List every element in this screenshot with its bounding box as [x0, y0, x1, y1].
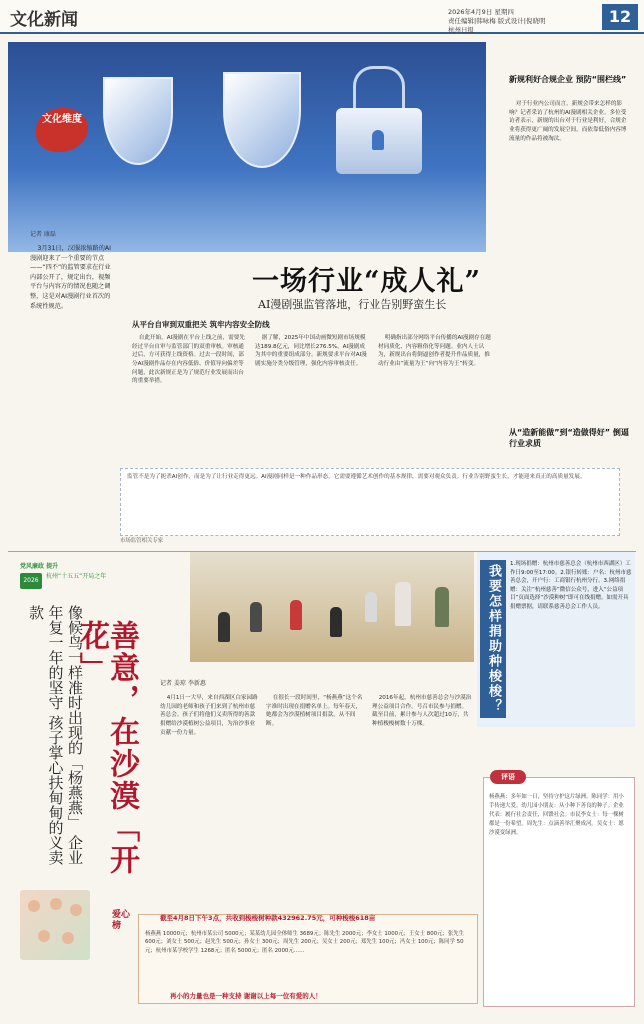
right-heading-1: 新规利好合规企业 预防“围栏线” — [509, 75, 627, 84]
keyhole-icon — [372, 130, 384, 150]
padlock-shackle-icon — [353, 66, 405, 110]
donation-guide-title: 我要怎样捐助种梭梭？ — [480, 560, 506, 718]
person-figure — [290, 600, 302, 630]
top-lead-text: 3月31日，汉服浓缩路的AI漫剧迎来了一个重要的节点——“四不”的监管要求在行业内部公开了，规定出台，视频平台与内容方的情况也随之调整，这是对AI漫剧行业首次的系统性规范。 — [30, 245, 111, 310]
child-face — [70, 904, 82, 916]
quote-box — [120, 468, 620, 536]
person-figure — [218, 612, 230, 642]
bottom-subheadline: 像候鸟一样准时出现的「杨燕燕」 企业年复一年的坚守 孩子掌心扶甸甸的义卖款 — [27, 605, 84, 865]
culture-badge: 文化维度 — [36, 108, 88, 152]
desert-planting-photo — [190, 552, 474, 662]
top-column-3: 明确指出部分网络平台传播的AI漫剧存在题材同质化、内容粗俗化等问题。业内人士认为，新规出台将倒逼创作者提升作品质量，推动行业由“流量为王”向“内容为王”转变。 — [378, 335, 491, 367]
person-figure — [250, 602, 262, 632]
child-face — [38, 930, 50, 942]
header-paper: 杭州日报 — [448, 25, 474, 34]
comments-title: 评语 — [490, 770, 526, 784]
top-section-title: 从平台自审到双重把关 筑牢内容安全防线 — [132, 320, 270, 329]
person-figure — [330, 607, 342, 637]
person-figure — [435, 587, 449, 627]
bottom-column-2: 在很长一段时间里，“杨燕燕”这个名字准时出现在捐赠名单上。每年春天，她都会为沙漠植树项目捐款，从不间断。 — [266, 695, 363, 727]
top-column-1: 自此开始，AI漫剧在平台上线之前，需要先经过平台自审与监管部门的双重审核。审核通过后，方可获得上线资格。过去一段时间，部分AI漫剧作品存在内容低俗、价值导向偏差等问题，此次新规正是为了规范行业发展而出台的重要举措。 — [132, 335, 245, 385]
shield-icon — [103, 77, 173, 165]
top-byline: 记者 康磊 — [30, 231, 56, 238]
shield-icon — [223, 72, 301, 168]
comments-box — [483, 777, 635, 1007]
header-editors: 责任编辑|韩咏梅 版式设计|倪晓明 — [448, 16, 546, 25]
badge-line-1: 党风廉政 提升 — [20, 563, 59, 570]
header-meta — [448, 8, 598, 34]
bottom-headline: 善意，在沙漠「开花」 — [74, 620, 139, 876]
top-headline: 一场行业“成人礼” — [252, 266, 482, 297]
person-figure — [395, 582, 411, 626]
donor-list-text: 杨燕燕 10000元；杭州市某公司 5000元；某某幼儿园全体师生 3689元；陈先生 2000元；李女士 1000元；王女士 800元；张先生 600元；刘女士 500元；赵先生 500元；孙女士 300元；周先生 200元；吴女士 200元；郑先生 100元；冯女士 100元；陈同学 50元；杭州市某学校学生 1268元；匿名 5000元；匿名 2000元…… — [145, 931, 465, 954]
right-column-1: 对于行业内公司而言，新规会带来怎样的影响？记者采访了杭州的AI漫剧相关企业。多位受访者表示，新规的出台对于行业是利好，合规企业将获得更广阔的发展空间，而依靠低俗内容博流量的作品将被淘汰。 — [509, 101, 627, 142]
kids-photo — [20, 890, 90, 960]
comments-text: 杨燕燕：多年如一日，坚持守护这片绿洲。陈同学：用小手传递大爱。幼儿园小朋友：从小种下善良的种子。企业代表：履行社会责任，回馈社会。市民李女士：每一棵树都是一份希望。周先生：点滴善举汇聚成河。吴女士：愿沙漠变绿洲。 — [489, 794, 624, 836]
bottom-byline: 记者 姜琼 李新惠 — [160, 680, 206, 687]
donor-list-box — [138, 914, 478, 1004]
top-subheadline: AI漫剧强监管落地，行业告别野蛮生长 — [258, 298, 447, 311]
bottom-column-3: 2016年起，杭州市慈善总会与沙漠治理公益项目合作，号召市民参与捐赠。截至目前，累计参与人次超过10万，共种植梭梭树数十万棵。 — [372, 695, 472, 727]
person-figure — [365, 592, 377, 622]
child-face — [50, 898, 62, 910]
donation-guide-text: 1.现场捐赠：杭州市慈善总会（杭州市西湖区）工作日9:00至17:00。2.银行转账：户名：杭州市慈善总会，开户行：工商银行杭州分行。3.网络捐赠：关注“杭州慈善”微信公众号，进入“公益项目”页面选择“沙漠种树”即可在线捐赠。如需开具捐赠票据，请联系慈善总会工作人员。 — [510, 561, 632, 610]
bottom-badge — [20, 563, 150, 591]
child-face — [28, 900, 40, 912]
top-column-2: 据了解，2025年中国动画微短剧市场规模达189.8亿元，同比增长276.5%，AI漫剧成为其中的重要组成部分。新规要求平台对AI漫剧实施分类分级管理，强化内容审核责任。 — [255, 335, 367, 367]
donor-list-footer: 再小的力量也是一种支持 谢谢以上每一位有爱的人！ — [170, 992, 322, 1000]
hero-illustration — [8, 42, 486, 252]
right-heading-2: 从“造新能做”到“造做得好” 倒逼行业求质 — [509, 428, 629, 448]
bottom-column-1: 4月1日一大早，来自西湖区白家园路幼儿园的老师和孩子们来到了杭州市慈善总会。孩子们将他们义卖所得的善款捐赠给沙漠植树公益项目，为治沙事业贡献一份力量。 — [160, 695, 258, 736]
quote-text: 监管不是为了扼杀AI创作，而是为了让行业走得更远。AI漫剧同样是一种作品形态，它需要遵循艺术创作的基本规律，需要对观众负责。行业告别野蛮生长，才能迎来真正的高质量发展。 — [127, 474, 586, 480]
header-date: 2026年4月9日 星期四 — [448, 8, 514, 16]
donor-list-title: 爱心榜 — [112, 910, 131, 931]
section-title: 文化新闻 — [10, 10, 78, 30]
page-number: 12 — [602, 4, 638, 30]
child-face — [62, 932, 74, 944]
badge-year: 2026 — [20, 573, 42, 589]
quote-caption: 市场监管相关专家 — [120, 538, 164, 544]
donor-list-header: 截至4月8日下午3点，共收到梭梭树种款432962.75元，可种梭梭618亩 — [160, 914, 376, 922]
badge-line-3: 杭州“十五五”开局之年 — [46, 573, 107, 580]
